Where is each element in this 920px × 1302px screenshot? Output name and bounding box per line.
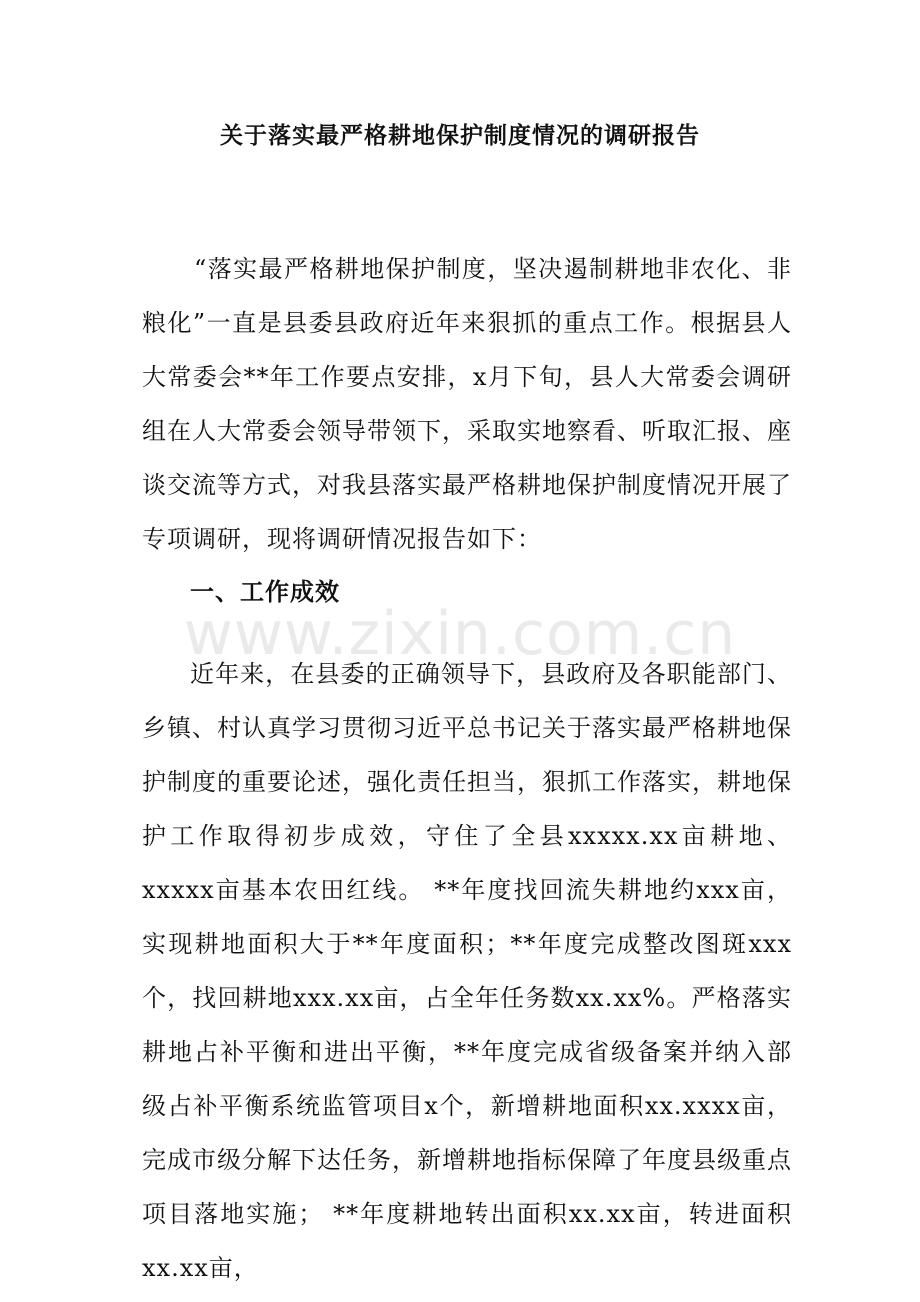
document-title: 关于落实最严格耕地保护制度情况的调研报告 [220,122,700,149]
section-paragraph: 近年来，在县委的正确领导下，县政府及各职能部门、乡镇、村认真学习贯彻习近平总书记关于落实最严格耕地保护制度的重要论述，强化责任担当，狠抓工作落实，耕地保护工作取得初步成效，守住了全县xxxxx.xx亩耕地、xxxxx亩基本农田红线。 **年度找回流失耕地约xxx亩，实现耕地面积大于**年度面积；**年度完成整改图斑xxx个，找回耕地xxx.xx亩，占全年任务数xx.xx%。严格落实耕地占补平衡和进出平衡，**年度完成省级备案并纳入部级占补平衡系统监管项目x个，新增耕地面积xx.xxxx亩，完成市级分解下达任务，新增耕地指标保障了年度县级重点项目落地实施； **年度耕地转出面积xx.xx亩，转进面积xx.xx亩， [142,660,792,1282]
section-heading: 一、工作成效 [190,577,340,606]
intro-paragraph: “落实最严格耕地保护制度，坚决遏制耕地非农化、非粮化”一直是县委县政府近年来狠抓的重点工作。根据县人大常委会**年工作要点安排，x月下旬，县人大常委会调研组在人大常委会领导带领下，采取实地察看、听取汇报、座谈交流等方式，对我县落实最严格耕地保护制度情况开展了专项调研，现将调研情况报告如下： [142,255,792,553]
watermark-text: www.zixin.com.cn [183,599,737,669]
